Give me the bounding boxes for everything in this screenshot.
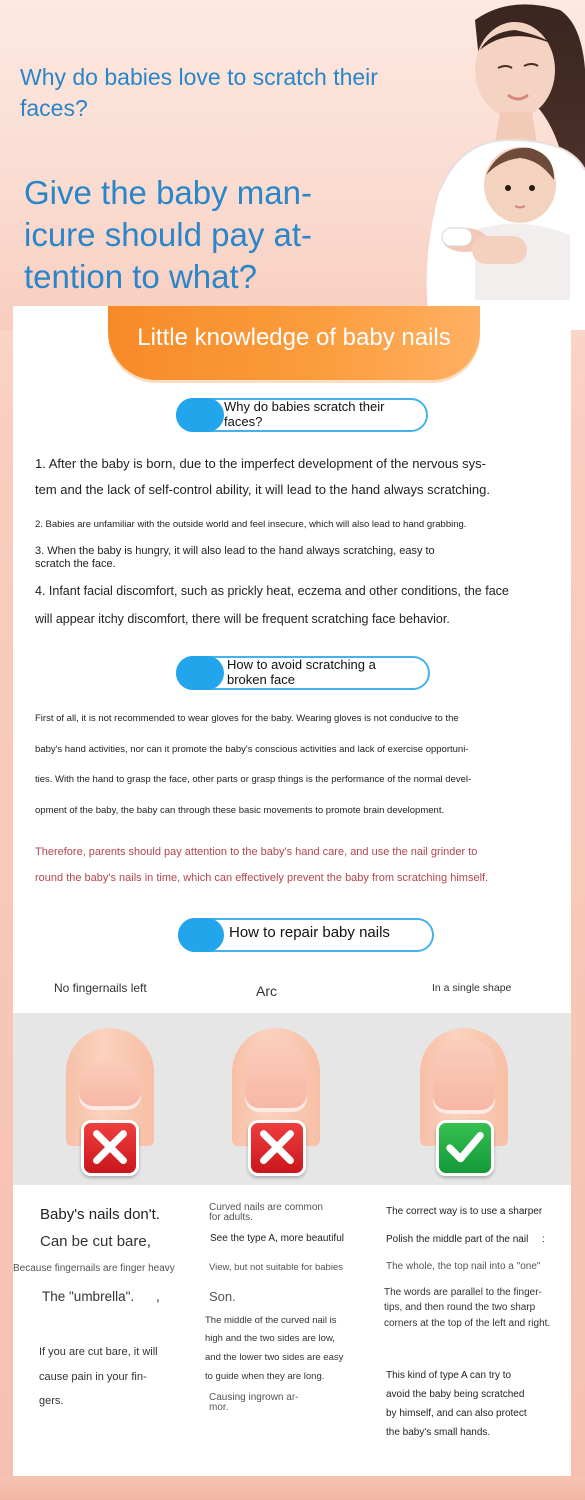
col2-line-5: The middle of the curved nail is xyxy=(205,1315,337,1326)
col2-line-4: Son. xyxy=(209,1289,236,1304)
care-advice-line-2: round the baby's nails in time, which can effectively prevent the baby from scratching himself. xyxy=(35,872,489,884)
col3-line-5d: the baby's small hands. xyxy=(386,1427,491,1438)
col3-line-2-mark: : xyxy=(542,1234,545,1245)
col1-line-2: Can be cut bare, xyxy=(40,1233,151,1250)
header-headline: Give the baby man- icure should pay at- tention to what? xyxy=(24,174,312,295)
mother-and-baby-illustration xyxy=(420,0,585,330)
pill-dot xyxy=(178,918,224,952)
label-arc: Arc xyxy=(256,983,277,999)
col1-line-5: If you are cut bare, it will xyxy=(39,1346,158,1358)
section-title-avoid-line-1: How to avoid scratching a xyxy=(227,657,376,672)
nail-flat xyxy=(433,1040,495,1114)
header-question: Why do babies love to scratch their faces? xyxy=(20,64,378,121)
care-advice-line-1: Therefore, parents should pay attention to the baby's hand care, and use the nail grinder to xyxy=(35,846,478,858)
col3-line-5c: by himself, and can also protect xyxy=(386,1408,527,1419)
col3-line-4a: The words are parallel to the finger- xyxy=(384,1287,542,1298)
gloves-line-3: ties. With the hand to grasp the face, other parts or grasp things is the performance of the normal devel- xyxy=(35,774,472,785)
cross-mark-icon xyxy=(251,1123,303,1173)
section-title-repair-nails: How to repair baby nails xyxy=(229,924,390,941)
bottom-border xyxy=(0,1478,585,1500)
col2-line-9a: Causing ingrown ar- xyxy=(209,1392,299,1403)
col3-line-1: The correct way is to use a sharper xyxy=(386,1206,543,1217)
col3-line-2: Polish the middle part of the nail xyxy=(386,1234,529,1245)
col1-line-4-mark: , xyxy=(156,1289,160,1304)
col1-line-4: The "umbrella". xyxy=(42,1289,135,1304)
paragraph-1-line-2: tem and the lack of self-control ability, it will lead to the hand always scratching. xyxy=(35,482,490,497)
col2-line-6: high and the two sides are low, xyxy=(205,1333,335,1344)
label-single-shape: In a single shape xyxy=(432,982,512,994)
col3-line-5a: This kind of type A can try to xyxy=(386,1370,512,1381)
banner-title: Little knowledge of baby nails xyxy=(137,324,451,351)
check-mark-icon xyxy=(439,1123,491,1173)
col2-line-1a: Curved nails are common xyxy=(209,1202,323,1213)
section-title-why-scratch: Why do babies scratch their faces? xyxy=(224,399,385,429)
col2-line-1b: for adults. xyxy=(209,1212,253,1223)
col2-line-8: to guide when they are long. xyxy=(205,1371,325,1382)
col2-line-9b: mor. xyxy=(209,1402,229,1413)
col3-line-4c: corners at the top of the left and right. xyxy=(384,1318,551,1329)
col3-line-3: The whole, the top nail into a "one" xyxy=(386,1261,541,1272)
paragraph-4-line-2: will appear itchy discomfort, there will be frequent scratching face behavior. xyxy=(35,612,450,626)
col1-line-7: gers. xyxy=(39,1395,64,1407)
col1-heading: Baby's nails don't. xyxy=(40,1206,160,1223)
wrong-mark-arc xyxy=(248,1120,306,1176)
paragraph-2: 2. Babies are unfamiliar with the outside world and feel insecure, which will also lead to hand grabbing. xyxy=(35,519,467,530)
col3-line-4b: tips, and then round the two sharp xyxy=(384,1302,536,1313)
section-title-avoid-line-2: broken face xyxy=(227,672,295,687)
nail-arc xyxy=(245,1038,307,1112)
gloves-line-4: opment of the baby, the baby can through these basic movements to promote brain development. xyxy=(35,805,445,816)
col2-line-3: View, but not suitable for babies xyxy=(209,1262,343,1273)
pill-dot xyxy=(176,398,224,432)
right-mark-flat xyxy=(436,1120,494,1176)
col2-line-7: and the lower two sides are easy xyxy=(205,1352,344,1363)
paragraph-3-line-1: 3. When the baby is hungry, it will also lead to the hand always scratching, easy to xyxy=(35,545,435,557)
gloves-line-1: First of all, it is not recommended to wear gloves for the baby. Wearing gloves is not conducive to the xyxy=(35,713,459,724)
label-no-fingernails-left: No fingernails left xyxy=(54,981,147,995)
col2-line-2: See the type A, more beautiful xyxy=(210,1233,344,1244)
gloves-line-2: baby's hand activities, nor can it promote the baby's conscious activities and lack of exercise opportuni- xyxy=(35,744,469,755)
paragraph-4-line-1: 4. Infant facial discomfort, such as prickly heat, eczema and other conditions, the face xyxy=(35,584,509,598)
paragraph-3-line-2: scratch the face. xyxy=(35,558,116,570)
col3-line-5b: avoid the baby being scratched xyxy=(386,1389,525,1400)
wrong-mark-bare xyxy=(81,1120,139,1176)
cross-mark-icon xyxy=(84,1123,136,1173)
pill-dot xyxy=(176,656,224,690)
col1-line-6: cause pain in your fin- xyxy=(39,1371,147,1383)
paragraph-1-line-1: 1. After the baby is born, due to the imperfect development of the nervous sys- xyxy=(35,456,486,471)
col1-line-3: Because fingernails are finger heavy xyxy=(13,1263,175,1274)
